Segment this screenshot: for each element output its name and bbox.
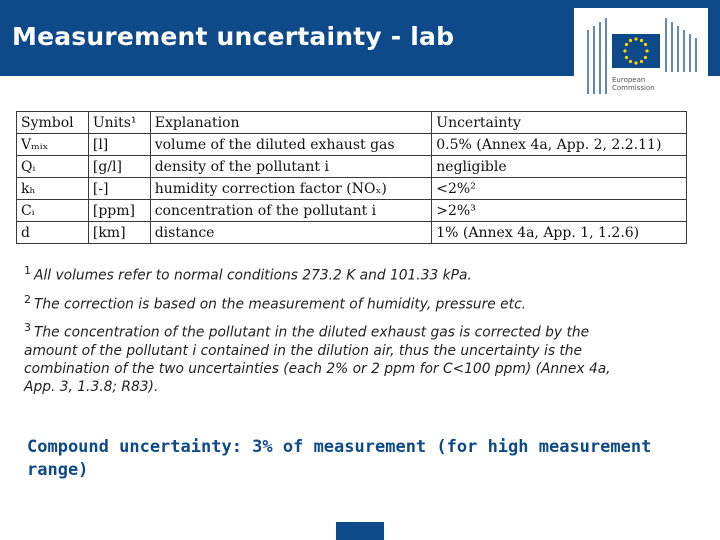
footnote-2: [24, 291, 644, 314]
cell-units: [l]: [88, 134, 150, 156]
cell-symbol: Qᵢ: [17, 156, 89, 178]
table-row: [17, 134, 687, 156]
footnote-text: The concentration of the pollutant in the diluted exhaust gas is corrected by the amount of the pollutant i contained in the dilution air, thus the uncertainty is the combination of the two uncertainties (each 2% or 2 ppm for C<100 ppm) (Annex 4a, App. 3, 1.3.8; R83).: [24, 324, 611, 395]
cell-symbol: kₕ: [17, 178, 89, 200]
cell-explanation: density of the pollutant i: [150, 156, 432, 178]
cell-explanation: humidity correction factor (NOₓ): [150, 178, 432, 200]
cell-symbol: d: [17, 222, 89, 244]
cell-uncertainty: <2%²: [432, 178, 687, 200]
footnote-text: The correction is based on the measurement of humidity, pressure etc.: [34, 296, 527, 313]
logo-wordmark: [612, 76, 655, 92]
cell-units: [g/l]: [88, 156, 150, 178]
cell-explanation: volume of the diluted exhaust gas: [150, 134, 432, 156]
cell-units: [km]: [88, 222, 150, 244]
header-units: Units¹: [88, 112, 150, 134]
table-row: [17, 200, 687, 222]
header-uncertainty: Uncertainty: [432, 112, 687, 134]
table-row: [17, 156, 687, 178]
european-commission-logo: [574, 8, 708, 100]
header-explanation: Explanation: [150, 112, 432, 134]
footnote-1: [24, 262, 644, 285]
table-row: [17, 178, 687, 200]
footnote-mark: 1: [24, 264, 31, 277]
logo-line-2: Commission: [612, 84, 655, 92]
uncertainty-table: [16, 111, 687, 244]
table-header-row: [17, 112, 687, 134]
footnotes: [24, 262, 644, 396]
cell-uncertainty: 1% (Annex 4a, App. 1, 1.2.6): [432, 222, 687, 244]
footer-accent-bar: [336, 522, 384, 540]
compound-uncertainty-statement: Compound uncertainty: 3% of measurement (for high measurement range): [27, 437, 652, 480]
cell-uncertainty: >2%³: [432, 200, 687, 222]
footnote-mark: 2: [24, 292, 31, 306]
footnote-mark: 3: [24, 321, 31, 335]
footnote-text: All volumes refer to normal conditions 273.2 K and 101.33 kPa.: [34, 267, 472, 284]
cell-uncertainty: negligible: [432, 156, 687, 178]
cell-symbol: Cᵢ: [17, 200, 89, 222]
slide-title: Measurement uncertainty - lab: [12, 22, 455, 51]
logo-line-1: European: [612, 76, 646, 84]
cell-explanation: distance: [150, 222, 432, 244]
table-row: [17, 222, 687, 244]
footnote-3: [24, 319, 644, 396]
cell-units: [-]: [88, 178, 150, 200]
cell-uncertainty: 0.5% (Annex 4a, App. 2, 2.2.11): [432, 134, 687, 156]
header-symbol: Symbol: [17, 112, 89, 134]
cell-units: [ppm]: [88, 200, 150, 222]
cell-explanation: concentration of the pollutant i: [150, 200, 432, 222]
cell-symbol: Vₘᵢₓ: [17, 134, 89, 156]
